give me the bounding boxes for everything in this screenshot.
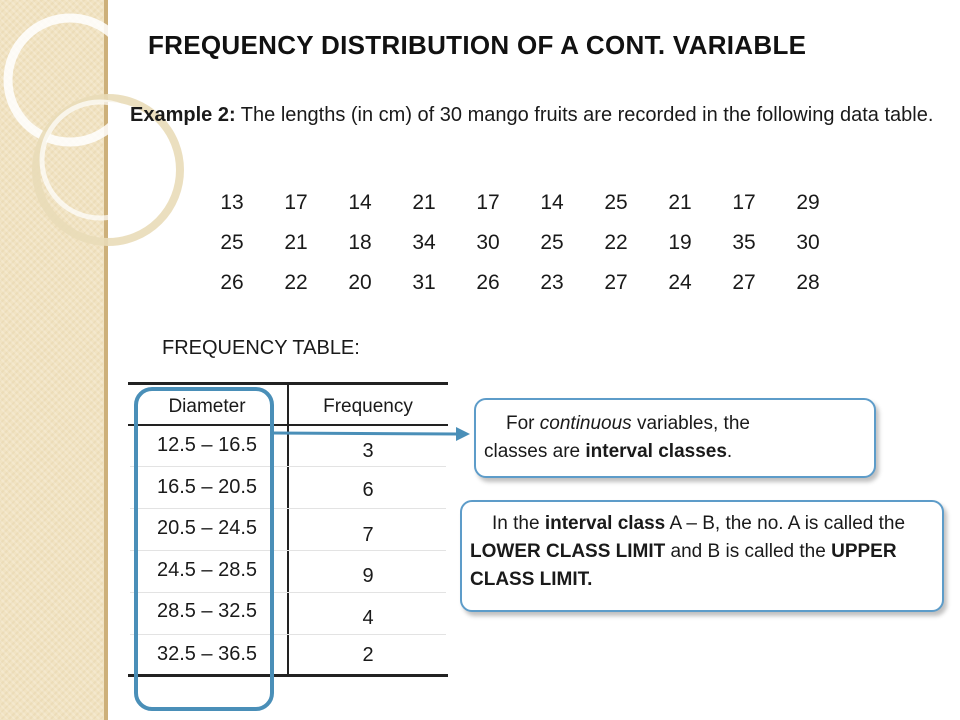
data-cell: 13 <box>220 191 244 214</box>
slide-title: FREQUENCY DISTRIBUTION OF A CONT. VARIABLE <box>148 30 807 60</box>
callout-text: variables, the <box>631 413 750 434</box>
callout-bold: LOWER CLASS LIMIT <box>470 541 666 562</box>
data-cell: 22 <box>604 231 628 254</box>
data-cell: 17 <box>732 191 756 214</box>
column-header-diameter: Diameter <box>168 396 246 417</box>
data-cell: 31 <box>412 271 436 294</box>
data-cell: 17 <box>476 191 500 214</box>
data-cell: 14 <box>540 191 564 214</box>
data-cell: 27 <box>604 271 628 294</box>
callout-bold: interval class <box>544 513 666 534</box>
decorative-ring-large <box>8 18 132 142</box>
continuous-variables-callout <box>474 398 876 478</box>
data-cell: 30 <box>476 231 500 254</box>
frequency-cell: 4 <box>362 607 374 629</box>
data-cell: 25 <box>540 231 564 254</box>
diameter-cell: 28.5 – 32.5 <box>156 600 258 622</box>
data-cell: 34 <box>412 231 436 254</box>
data-cell: 27 <box>732 271 756 294</box>
data-cell: 25 <box>604 191 628 214</box>
interval-class-highlight <box>134 387 274 711</box>
data-row <box>200 263 840 303</box>
data-cell: 24 <box>668 271 692 294</box>
data-row <box>200 183 840 223</box>
data-row <box>200 223 840 263</box>
data-cell: 21 <box>668 191 692 214</box>
data-cell: 25 <box>220 231 244 254</box>
data-cell: 28 <box>796 271 820 294</box>
arrow-shaft <box>272 433 458 434</box>
frequency-cell: 3 <box>362 440 374 462</box>
example-lead: Example 2: <box>130 104 236 126</box>
data-cell: 17 <box>284 191 308 214</box>
callout-bold: interval classes <box>585 441 727 462</box>
diameter-cell: 20.5 – 24.5 <box>156 517 258 539</box>
callout-text: and B is called the <box>665 541 832 562</box>
callout-bold: UPPER CLASS LIMIT. <box>470 541 897 590</box>
data-cell: 26 <box>476 271 500 294</box>
data-cell: 29 <box>796 191 820 214</box>
frequency-cell: 2 <box>362 644 374 666</box>
data-cell: 35 <box>732 231 756 254</box>
callout-text: . <box>726 441 733 462</box>
class-limits-callout <box>460 500 944 612</box>
diameter-cell: 32.5 – 36.5 <box>156 643 258 665</box>
callout-emphasis: continuous <box>539 413 632 434</box>
callout-text: classes are <box>484 441 586 462</box>
arrow-head <box>456 427 470 441</box>
frequency-cell: 7 <box>362 524 374 546</box>
data-cell: 20 <box>348 271 372 294</box>
diameter-cell: 16.5 – 20.5 <box>156 476 258 498</box>
raw-data-grid <box>200 183 840 303</box>
data-cell: 22 <box>284 271 308 294</box>
diameter-cell: 24.5 – 28.5 <box>156 559 258 581</box>
frequency-table-label: FREQUENCY TABLE: <box>162 337 360 359</box>
callout-text: In the <box>492 513 545 534</box>
data-cell: 26 <box>220 271 244 294</box>
data-cell: 23 <box>540 271 564 294</box>
column-header-frequency: Frequency <box>323 396 413 417</box>
example-body: The lengths (in cm) of 30 mango fruits are recorded in the following data table. <box>235 104 934 126</box>
callout-line <box>484 438 860 466</box>
callout-text: A – B, the no. A is called the <box>665 513 906 534</box>
data-cell: 14 <box>348 191 372 214</box>
arrow-right-icon <box>270 420 475 444</box>
data-cell: 30 <box>796 231 820 254</box>
data-cell: 21 <box>412 191 436 214</box>
callout-line <box>506 410 860 438</box>
diameter-cell: 12.5 – 16.5 <box>156 434 258 456</box>
example-description <box>130 100 936 130</box>
data-cell: 19 <box>668 231 692 254</box>
callout-text: For <box>506 413 540 434</box>
data-cell: 18 <box>348 231 372 254</box>
data-cell: 21 <box>284 231 308 254</box>
frequency-cell: 6 <box>362 479 374 501</box>
frequency-cell: 9 <box>362 565 374 587</box>
